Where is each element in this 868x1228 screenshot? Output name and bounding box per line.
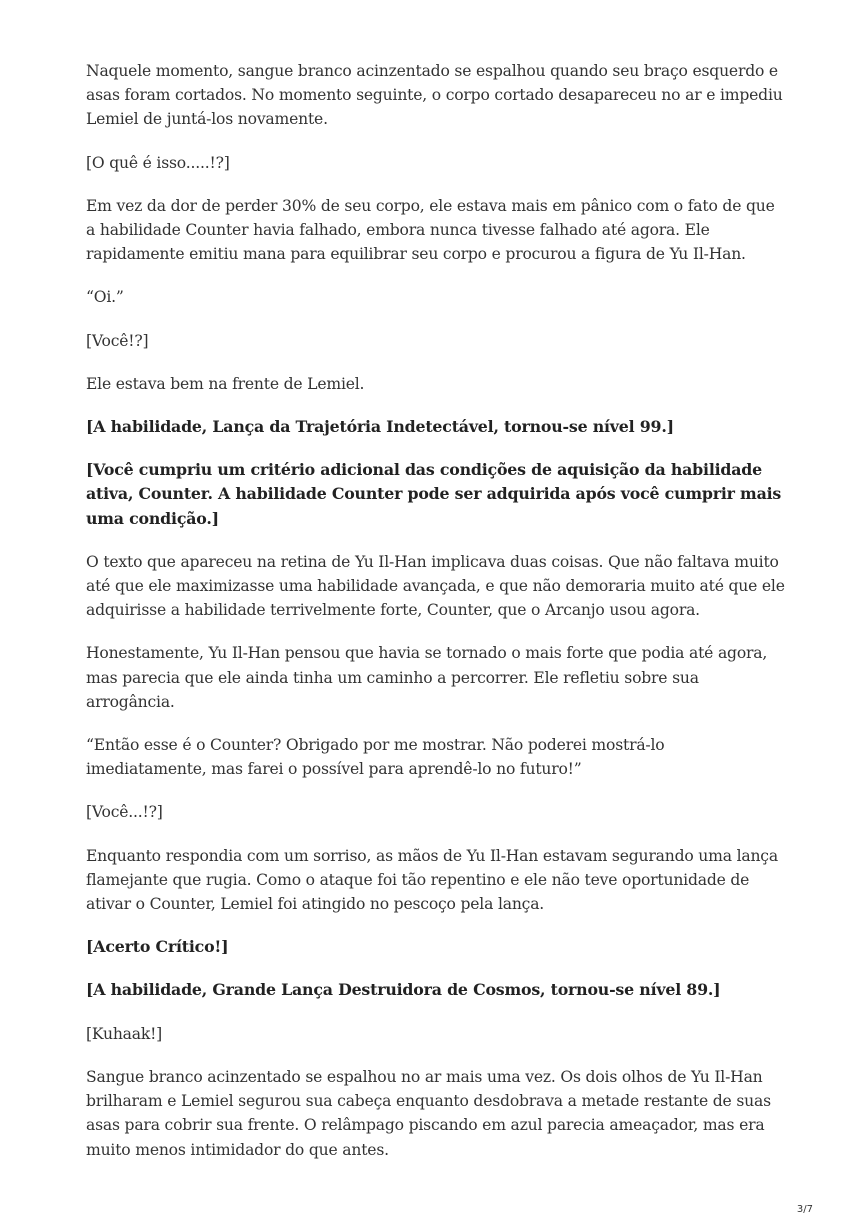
paragraph: O texto que apareceu na retina de Yu Il-Han implicava duas coisas. Que não faltava muito até que ele maximizasse uma habilidade avançada, e que não demoraria muito até que ele adquirisse a habilidade terrivelmente forte, Counter, que o Arcanjo usou agora. [86,552,785,620]
paragraph: [Kuhaak!] [86,1024,163,1043]
system-message: [A habilidade, Lança da Trajetória Indetectável, tornou-se nível 99.] [86,417,674,437]
paragraph: [O quê é isso.....!?] [86,153,230,172]
paragraph: Em vez da dor de perder 30% de seu corpo, ele estava mais em pânico com o fato de que a habilidade Counter havia falhado, embora nunca tivesse falhado até agora. Ele rapidamente emitiu mana para equilibrar seu corpo e procurou a figura de Yu Il-Han. [86,196,775,264]
document-body [86,59,786,1181]
paragraph: Sangue branco acinzentado se espalhou no ar mais uma vez. Os dois olhos de Yu Il-Han brilharam e Lemiel segurou sua cabeça enquanto desdobrava a metade restante de suas asas para cobrir sua frente. O relâmpago piscando em azul parecia ameaçador, mas era muito menos intimidador do que antes. [86,1067,771,1159]
system-message: [Você cumpriu um critério adicional das condições de aquisição da habilidade ativa, Counter. A habilidade Counter pode ser adquirida após você cumprir mais uma condição.] [86,460,782,528]
page-number: 3/7 [796,1204,813,1215]
paragraph: “Então esse é o Counter? Obrigado por me mostrar. Não poderei mostrá-lo imediatamente, mas farei o possível para aprendê-lo no futuro!” [86,736,665,779]
paragraph: Ele estava bem na frente de Lemiel. [86,374,365,393]
paragraph: [Você!?] [86,331,149,350]
system-message: [A habilidade, Grande Lança Destruidora de Cosmos, tornou-se nível 89.] [86,980,721,1000]
paragraph: “Oi.” [86,288,124,307]
paragraph: Enquanto respondia com um sorriso, as mãos de Yu Il-Han estavam segurando uma lança flamejante que rugia. Como o ataque foi tão repentino e ele não teve oportunidade de ativar o Counter, Lemiel foi atingido no pescoço pela lança. [86,846,778,914]
system-message: [Acerto Crítico!] [86,937,229,957]
paragraph: Naquele momento, sangue branco acinzentado se espalhou quando seu braço esquerdo e asas foram cortados. No momento seguinte, o corpo cortado desapareceu no ar e impediu Lemiel de juntá-los novamente. [86,62,783,129]
paragraph: Honestamente, Yu Il-Han pensou que havia se tornado o mais forte que podia até agora, mas parecia que ele ainda tinha um caminho a percorrer. Ele refletiu sobre sua arrogância. [86,644,768,711]
paragraph: [Você...!?] [86,803,163,822]
